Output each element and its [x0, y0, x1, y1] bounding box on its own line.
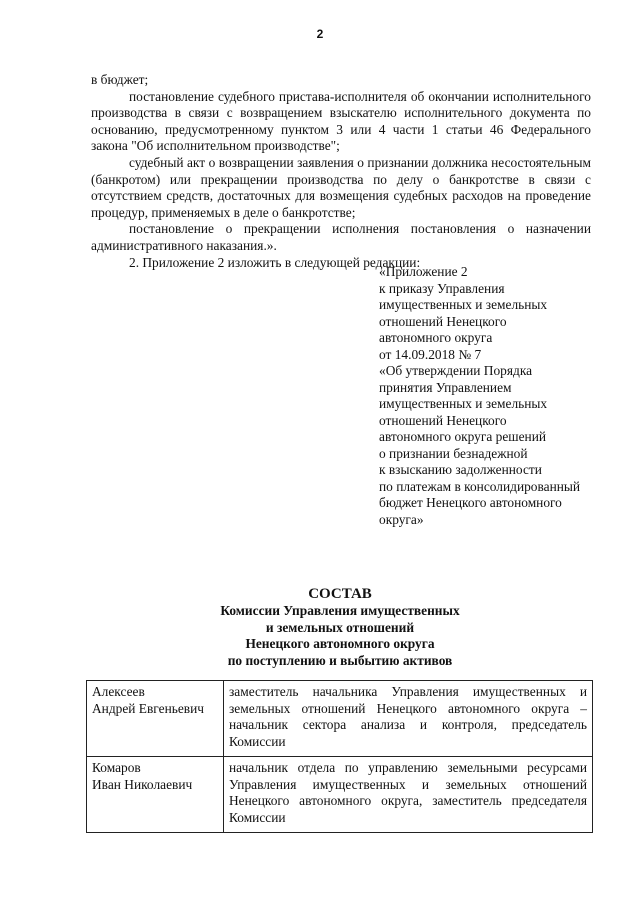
page-number: 2	[316, 27, 324, 41]
paragraph: постановление о прекращении исполнения постановления о назначении административного наказания.».	[91, 221, 591, 253]
paragraph: судебный акт о возвращении заявления о признании должника несостоятельным (банкротом) или прекращении производства по делу о банкротстве в связи с отсутствием средств, достаточных для возмещения судебных расходов на проведение процедур, применяемых в деле о банкротстве;	[91, 154, 591, 220]
members-table	[86, 680, 593, 833]
title-block	[0, 585, 640, 669]
paragraph: в бюджет;	[91, 72, 149, 87]
paragraph: постановление судебного пристава-исполнителя об окончании исполнительного производства в связи с возвращением взыскателю исполнительного документа по основанию, предусмотренному пунктом 3 или 4 части 1 статьи 46 Федерального закона "Об исполнительном производстве";	[91, 88, 591, 154]
member-role: заместитель начальника Управления имущественных и земельных отношений Ненецкого автономного округа – начальник сектора анализа и контроля, председатель Комиссии	[224, 681, 593, 757]
table-row	[87, 681, 593, 757]
table-row	[87, 757, 593, 833]
member-name: Комаров Иван Николаевич	[87, 757, 224, 833]
document-title: СОСТАВ	[308, 586, 372, 602]
body-text	[91, 72, 591, 271]
appendix-header: «Приложение 2 к приказу Управления имущественных и земельных отношений Ненецкого автономного округа от 14.09.2018 № 7 «Об утверждении Порядка принятия Управлением имущественных и земельных отношений Ненецкого автономного округа решений о признании безнадежной к взысканию задолженности по платежам в консолидированный бюджет Ненецкого автономного округа»	[379, 264, 581, 527]
member-role: начальник отдела по управлению земельными ресурсами Управления имущественных и земельных отношений Ненецкого автономного округа, заместитель председателя Комиссии	[224, 757, 593, 833]
member-name: Алексеев Андрей Евгеньевич	[87, 681, 224, 757]
document-subtitle: Комиссии Управления имущественных и земельных отношений Ненецкого автономного округа по поступлению и выбытию активов	[220, 603, 460, 668]
paragraph: 2. Приложение 2 изложить в следующей редакции:	[129, 254, 421, 270]
